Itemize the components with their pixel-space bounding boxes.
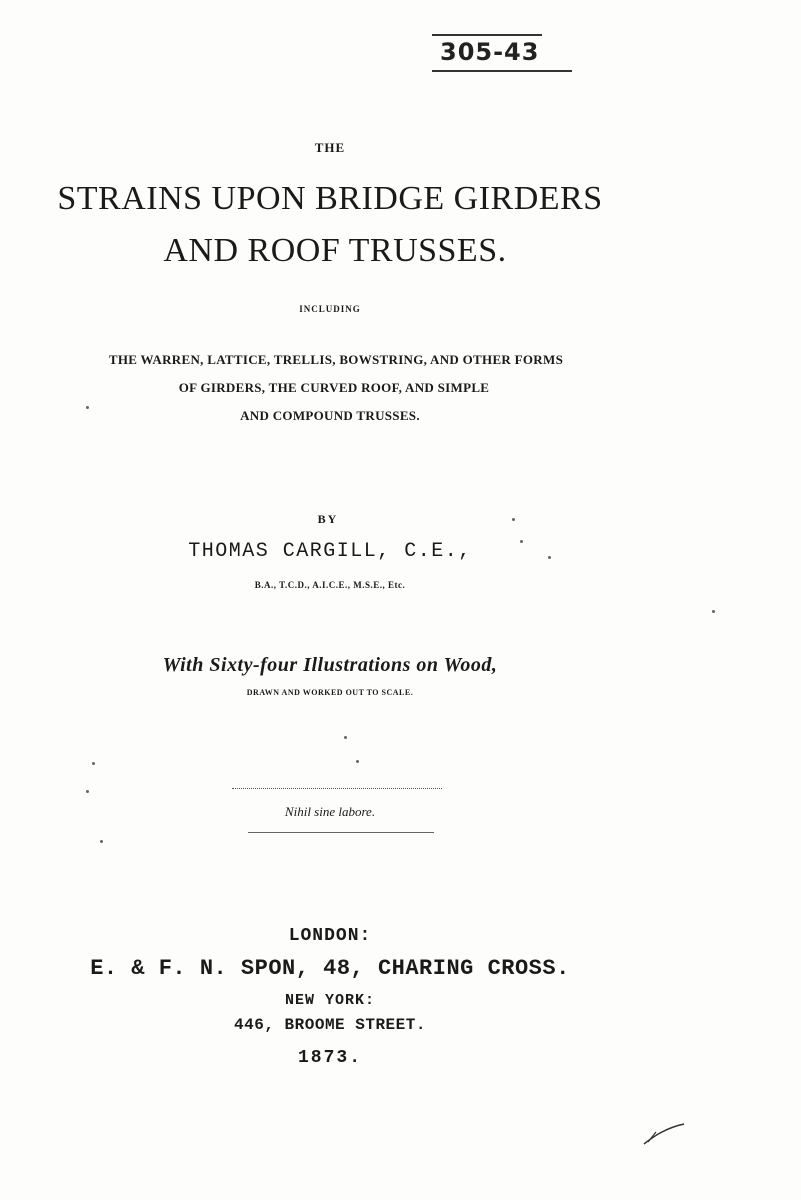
scan-speck bbox=[344, 736, 347, 739]
drawn-to-scale-note: DRAWN AND WORKED OUT TO SCALE. bbox=[246, 688, 414, 697]
by-label: BY bbox=[317, 512, 339, 526]
scan-speck bbox=[548, 556, 551, 559]
scan-speck bbox=[86, 790, 89, 793]
motto: Nihil sine labore. bbox=[284, 804, 376, 819]
motto-rule-upper bbox=[232, 788, 442, 790]
library-stamp-number: 305-43 bbox=[440, 38, 540, 66]
imprint-city-new-york: NEW YORK: bbox=[284, 992, 375, 1009]
imprint-city-london: LONDON: bbox=[288, 926, 372, 946]
book-title-line-2: AND ROOF TRUSSES. bbox=[163, 232, 507, 269]
pen-mark bbox=[640, 1118, 690, 1148]
book-title-line-1: STRAINS UPON BRIDGE GIRDERS bbox=[57, 180, 603, 217]
subtitle-line-1: THE WARREN, LATTICE, TRELLIS, BOWSTRING, AND OTHER FORMS bbox=[108, 352, 564, 367]
scan-speck bbox=[512, 518, 515, 521]
scan-speck bbox=[100, 840, 103, 843]
scan-speck bbox=[92, 762, 95, 765]
publisher-address: 446, BROOME STREET. bbox=[234, 1016, 426, 1034]
illustrations-note: With Sixty-four Illustrations on Wood, bbox=[162, 654, 498, 676]
author-name: THOMAS CARGILL, C.E., bbox=[188, 540, 472, 563]
including-label: INCLUDING bbox=[299, 304, 361, 314]
publication-year: 1873. bbox=[297, 1048, 362, 1068]
stamp-rule-bottom bbox=[432, 70, 572, 72]
title-article: THE bbox=[314, 140, 346, 155]
motto-rule-lower bbox=[248, 832, 434, 833]
scan-speck bbox=[86, 406, 89, 409]
scan-speck bbox=[356, 760, 359, 763]
subtitle-line-3: AND COMPOUND TRUSSES. bbox=[240, 408, 420, 423]
scan-speck bbox=[520, 540, 523, 543]
stamp-rule-top bbox=[432, 34, 542, 36]
publisher-name: E. & F. N. SPON, 48, CHARING CROSS. bbox=[90, 956, 570, 981]
scan-speck bbox=[712, 610, 715, 613]
subtitle-line-2: OF GIRDERS, THE CURVED ROOF, AND SIMPLE bbox=[178, 380, 490, 395]
author-credentials: B.A., T.C.D., A.I.C.E., M.S.E., Etc. bbox=[254, 580, 406, 590]
